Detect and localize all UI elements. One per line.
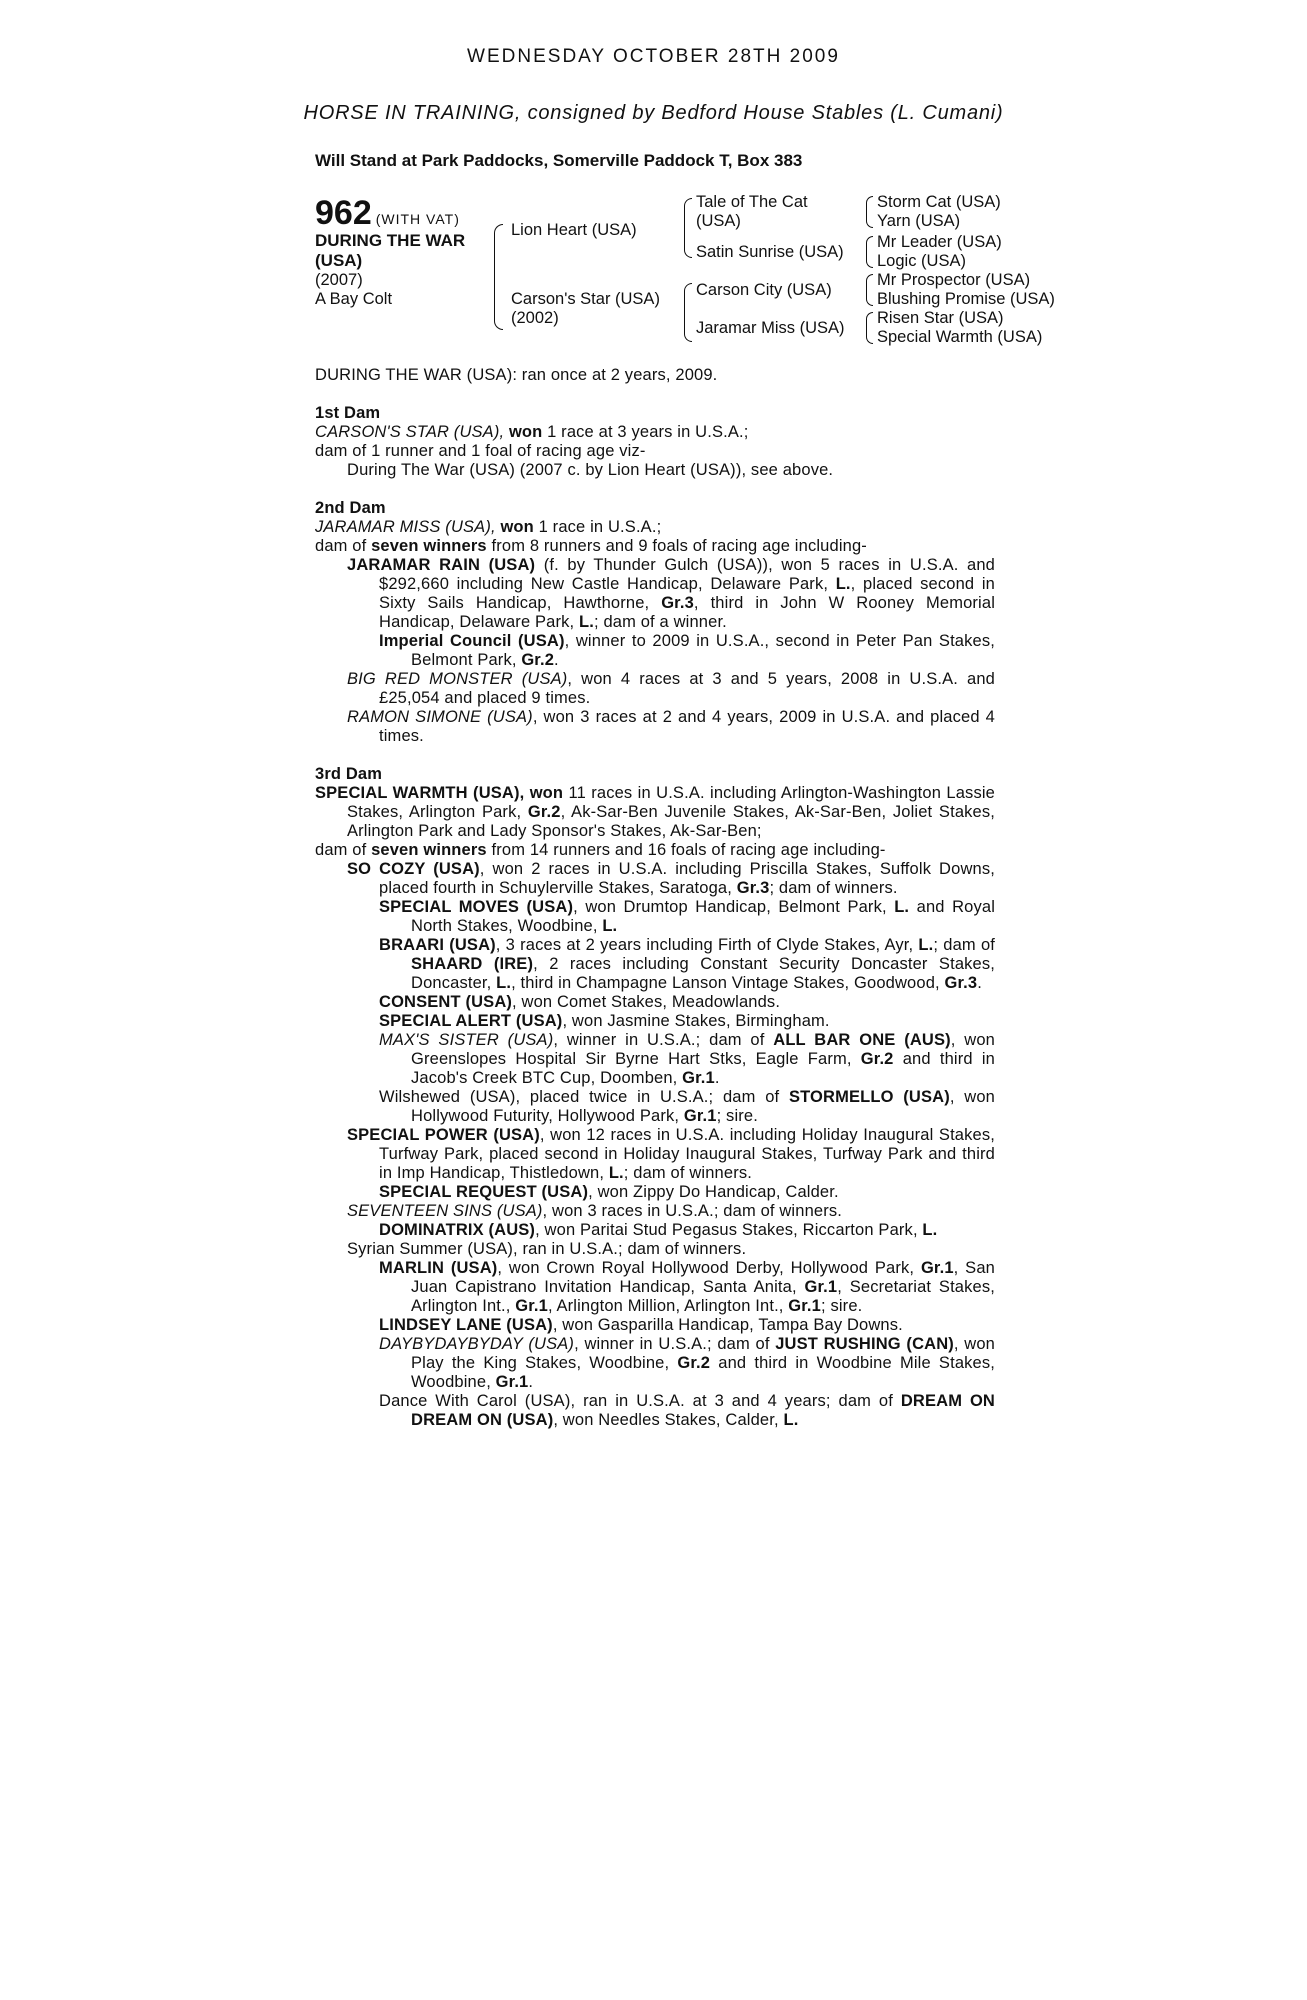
pedigree-g3: Mr Leader (USA) — [877, 233, 1002, 251]
third-dam-won: won — [529, 784, 564, 802]
text: , San Juan Capistrano Invitation Handicap, Santa Anita, — [411, 1259, 995, 1296]
listed-mark: L. — [579, 613, 594, 631]
text: , won Comet Stakes, Meadowlands. — [512, 993, 781, 1011]
pedigree-brace-g1 — [866, 196, 873, 228]
sale-date: WEDNESDAY OCTOBER 28TH 2009 — [467, 46, 840, 67]
horse-name: SO COZY (USA) — [347, 860, 480, 878]
text: , won Needles Stakes, Calder, — [553, 1411, 779, 1429]
horse-name: SPECIAL ALERT (USA) — [379, 1012, 563, 1030]
horse-name: BRAARI (USA) — [379, 936, 496, 954]
text: dam of — [315, 841, 367, 859]
entry-special-power — [315, 1126, 995, 1183]
grade-mark: Gr.1 — [683, 1107, 717, 1125]
pedigree-g2: Yarn (USA) — [877, 212, 961, 230]
entry-lindsey-lane — [315, 1316, 995, 1335]
text: , won 2 races in U.S.A. including Priscilla Stakes, Suffolk Downs, placed fourth in Schuylerville Stakes, Saratoga, — [379, 860, 995, 897]
first-dam-heading: 1st Dam — [315, 404, 381, 422]
grade-mark: Gr.1 — [804, 1278, 838, 1296]
text: and third in Woodbine Mile Stakes, Woodbine, — [411, 1354, 996, 1391]
text: , won Hollywood Futurity, Hollywood Park, — [411, 1088, 995, 1125]
text: , won Play the King Stakes, Woodbine, — [411, 1335, 996, 1372]
second-dam-produce — [315, 537, 995, 556]
text: , won 3 races in U.S.A.; dam of winners. — [542, 1202, 843, 1220]
text: , Secretariat Stakes, Arlington Int., — [411, 1278, 995, 1315]
text: , won Zippy Do Handicap, Calder. — [588, 1183, 839, 1201]
horse-name: DREAM ON DREAM ON (USA) — [411, 1392, 996, 1429]
pedigree-g4: Logic (USA) — [877, 252, 966, 270]
pedigree-brace-main — [494, 224, 503, 330]
horse-name: BIG RED MONSTER (USA) — [347, 670, 568, 688]
text: and Royal North Stakes, Woodbine, — [411, 898, 996, 935]
grade-mark: Gr.3 — [944, 974, 978, 992]
text: ; sire. — [716, 1107, 758, 1125]
vat-note: (WITH VAT) — [375, 211, 460, 227]
pedigree-brace-dam — [684, 283, 692, 342]
text: , won 4 races at 3 and 5 years, 2008 in U.S.A. and £25,054 and placed 9 times. — [379, 670, 995, 707]
text: ; sire. — [821, 1297, 863, 1315]
race-summary: DURING THE WAR (USA): ran once at 2 years, 2009. — [315, 366, 718, 384]
text: . — [528, 1373, 534, 1391]
pedigree-sire: Lion Heart (USA) — [511, 221, 637, 239]
horse-description: A Bay Colt — [315, 290, 393, 308]
horse-name: ALL BAR ONE (AUS) — [773, 1031, 951, 1049]
listed-mark: L. — [835, 575, 851, 593]
text: , Arlington Million, Arlington Int., — [547, 1297, 784, 1315]
horse-name-line2: (USA) — [315, 251, 363, 270]
text: , won 12 races in U.S.A. including Holiday Inaugural Stakes, Turfway Park, placed second in Holiday Inaugural Stakes, Turfway Park and third in Imp Handicap, Thistledown, — [379, 1126, 995, 1182]
horse-name: SEVENTEEN SINS (USA) — [347, 1202, 543, 1220]
catalogue-body — [315, 366, 995, 1430]
pedigree-g1: Storm Cat (USA) — [877, 193, 1001, 211]
text: 11 races in U.S.A. including Arlington-Washington Lassie Stakes, Arlington Park, — [347, 784, 995, 821]
text: ; dam of winners. — [623, 1164, 752, 1182]
horse-name: DOMINATRIX (AUS) — [379, 1221, 536, 1239]
text: Wilshewed (USA), placed twice in U.S.A.; dam of — [379, 1088, 780, 1106]
text: and third in Jacob's Creek BTC Cup, Doomben, — [411, 1050, 995, 1087]
second-dam-rest: 1 race in U.S.A.; — [538, 518, 662, 536]
pedigree-brace-g4 — [866, 312, 873, 344]
horse-name: JUST RUSHING (CAN) — [775, 1335, 954, 1353]
second-dam-won: won — [500, 518, 534, 536]
text: ; dam of winners. — [769, 879, 898, 897]
text: , 2 races including Constant Security Doncaster Stakes, Doncaster, — [411, 955, 996, 992]
text: , won Greenslopes Hospital Sir Byrne Hart Stks, Eagle Farm, — [411, 1031, 995, 1068]
listed-mark: L. — [783, 1411, 799, 1429]
pedigree-g6: Blushing Promise (USA) — [877, 290, 1055, 308]
text: from 14 runners and 16 foals of racing age including- — [491, 841, 886, 859]
entry-wilshewed — [315, 1088, 995, 1126]
entry-special-alert — [315, 1012, 995, 1031]
first-dam-won: won — [508, 423, 543, 441]
pedigree-sire-dam: Satin Sunrise (USA) — [696, 243, 844, 261]
second-dam-entry-2 — [315, 632, 995, 670]
listed-mark: L. — [918, 936, 934, 954]
text: , placed second in Sixty Sails Handicap, Hawthorne, — [379, 575, 995, 612]
grade-mark: Gr.1 — [495, 1373, 529, 1391]
pedigree-dam-dam: Jaramar Miss (USA) — [696, 319, 845, 337]
listed-mark: L. — [608, 1164, 624, 1182]
lot-info — [315, 195, 485, 309]
text: ; dam of — [933, 936, 996, 954]
text: , won 3 races at 2 and 4 years, 2009 in U.S.A. and placed 4 times. — [379, 708, 995, 745]
first-dam-produce: dam of 1 runner and 1 foal of racing age viz- — [315, 442, 646, 460]
horse-name-line1: DURING THE WAR — [315, 231, 466, 250]
listed-mark: L. — [602, 917, 618, 935]
text: , winner in U.S.A.; dam of — [574, 1335, 770, 1353]
horse-name: SPECIAL MOVES (USA) — [379, 898, 574, 916]
first-dam-line — [315, 423, 995, 442]
text: . — [554, 651, 559, 669]
pedigree-brace-g3 — [866, 274, 873, 306]
text: ; dam of a winner. — [593, 613, 727, 631]
text: (f. by Thunder Gulch (USA)), won 5 races in U.S.A. and $292,660 including New Castle Handicap, Delaware Park, — [379, 556, 995, 593]
second-dam-entry-4 — [315, 708, 995, 746]
entry-consent — [315, 993, 995, 1012]
horse-name: MARLIN (USA) — [379, 1259, 498, 1277]
pedigree-g7: Risen Star (USA) — [877, 309, 1004, 327]
listed-mark: L. — [894, 898, 910, 916]
pedigree-g8: Special Warmth (USA) — [877, 328, 1043, 346]
horse-name: RAMON SIMONE (USA) — [347, 708, 533, 726]
entry-dance-with-carol — [315, 1392, 995, 1430]
pedigree-dam-line2: (2002) — [511, 309, 559, 327]
text: , won Gasparilla Handicap, Tampa Bay Downs. — [552, 1316, 903, 1334]
third-dam-name: SPECIAL WARMTH (USA), — [315, 784, 525, 802]
first-dam-foal: During The War (USA) (2007 c. by Lion Heart (USA)), see above. — [347, 461, 834, 479]
entry-dominatrix — [315, 1221, 995, 1240]
grade-mark: Gr.3 — [736, 879, 770, 897]
third-dam-produce — [315, 841, 995, 860]
text: , winner to 2009 in U.S.A., second in Peter Pan Stakes, Belmont Park, — [411, 632, 995, 669]
horse-name: CONSENT (USA) — [379, 993, 513, 1011]
horse-name: DAYBYDAYBYDAY (USA) — [379, 1335, 575, 1353]
pedigree-sire-sire-line2: (USA) — [696, 212, 741, 230]
lot-number: 962 — [315, 194, 372, 232]
text: , won Paritai Stud Pegasus Stakes, Riccarton Park, — [535, 1221, 918, 1239]
grade-mark: Gr.1 — [682, 1069, 715, 1087]
foaling-year: (2007) — [315, 271, 363, 289]
pedigree-brace-g2 — [866, 236, 873, 268]
pedigree-dam-sire: Carson City (USA) — [696, 281, 832, 299]
pedigree-dam-line1: Carson's Star (USA) — [511, 290, 660, 308]
text: dam of — [315, 537, 367, 555]
horse-name: SPECIAL REQUEST (USA) — [379, 1183, 589, 1201]
second-dam-entry-1 — [315, 556, 995, 632]
pedigree-sire-sire-line1: Tale of The Cat — [696, 193, 808, 211]
text: , 3 races at 2 years including Firth of Clyde Stakes, Ayr, — [495, 936, 914, 954]
entry-seventeen-sins — [315, 1202, 995, 1221]
pedigree-brace-sire — [684, 198, 692, 258]
text: from 8 runners and 9 foals of racing age including- — [491, 537, 867, 555]
winners-count: seven winners — [371, 537, 487, 555]
entry-maxs-sister — [315, 1031, 995, 1088]
winners-count: seven winners — [371, 841, 487, 859]
text: , won Jasmine Stakes, Birmingham. — [562, 1012, 830, 1030]
third-dam-heading: 3rd Dam — [315, 765, 383, 783]
listed-mark: L. — [922, 1221, 938, 1239]
entry-so-cozy — [315, 860, 995, 898]
consignment-line: HORSE IN TRAINING, consigned by Bedford House Stables (L. Cumani) — [303, 102, 1004, 124]
grade-mark: Gr.2 — [527, 803, 561, 821]
text: , third in John W Rooney Memorial Handicap, Delaware Park, — [379, 594, 996, 631]
third-dam-line — [315, 784, 995, 841]
grade-mark: Gr.3 — [661, 594, 694, 612]
first-dam-rest: 1 race at 3 years in U.S.A.; — [547, 423, 749, 441]
horse-name: LINDSEY LANE (USA) — [379, 1316, 553, 1334]
grade-mark: Gr.2 — [521, 651, 555, 669]
text: , won Drumtop Handicap, Belmont Park, — [573, 898, 887, 916]
first-dam-name: CARSON'S STAR (USA), — [315, 423, 505, 441]
entry-daybydaybyday — [315, 1335, 995, 1392]
listed-mark: L. — [496, 974, 512, 992]
horse-name: SHAARD (IRE) — [411, 955, 534, 973]
horse-name: STORMELLO (USA) — [788, 1088, 950, 1106]
text: , won Crown Royal Hollywood Derby, Hollywood Park, — [497, 1259, 915, 1277]
text: , Ak-Sar-Ben Juvenile Stakes, Ak-Sar-Ben, Joliet Stakes, Arlington Park and Lady Sponsor's Stakes, Ak-Sar-Ben; — [347, 803, 996, 840]
second-dam-line — [315, 518, 995, 537]
entry-special-moves — [315, 898, 995, 936]
grade-mark: Gr.2 — [860, 1050, 894, 1068]
text: . — [977, 974, 982, 992]
grade-mark: Gr.1 — [515, 1297, 548, 1315]
second-dam-name: JARAMAR MISS (USA), — [315, 518, 496, 536]
entry-braari — [315, 936, 995, 993]
grade-mark: Gr.1 — [788, 1297, 821, 1315]
grade-mark: Gr.1 — [920, 1259, 954, 1277]
horse-name: Imperial Council (USA) — [379, 632, 565, 650]
stand-location: Will Stand at Park Paddocks, Somerville Paddock T, Box 383 — [315, 151, 803, 170]
text: , third in Champagne Lanson Vintage Stakes, Goodwood, — [511, 974, 940, 992]
entry-marlin — [315, 1259, 995, 1316]
entry-syrian-summer: Syrian Summer (USA), ran in U.S.A.; dam of winners. — [347, 1240, 747, 1258]
pedigree-g5: Mr Prospector (USA) — [877, 271, 1031, 289]
text: , winner in U.S.A.; dam of — [553, 1031, 765, 1049]
horse-name: JARAMAR RAIN (USA) — [347, 556, 536, 574]
horse-name: MAX'S SISTER (USA) — [379, 1031, 554, 1049]
horse-name: SPECIAL POWER (USA) — [347, 1126, 540, 1144]
grade-mark: Gr.2 — [677, 1354, 711, 1372]
text: . — [714, 1069, 720, 1087]
entry-special-request — [315, 1183, 995, 1202]
second-dam-entry-3 — [315, 670, 995, 708]
text: Dance With Carol (USA), ran in U.S.A. at 3 and 4 years; dam of — [379, 1392, 893, 1410]
second-dam-heading: 2nd Dam — [315, 499, 386, 517]
